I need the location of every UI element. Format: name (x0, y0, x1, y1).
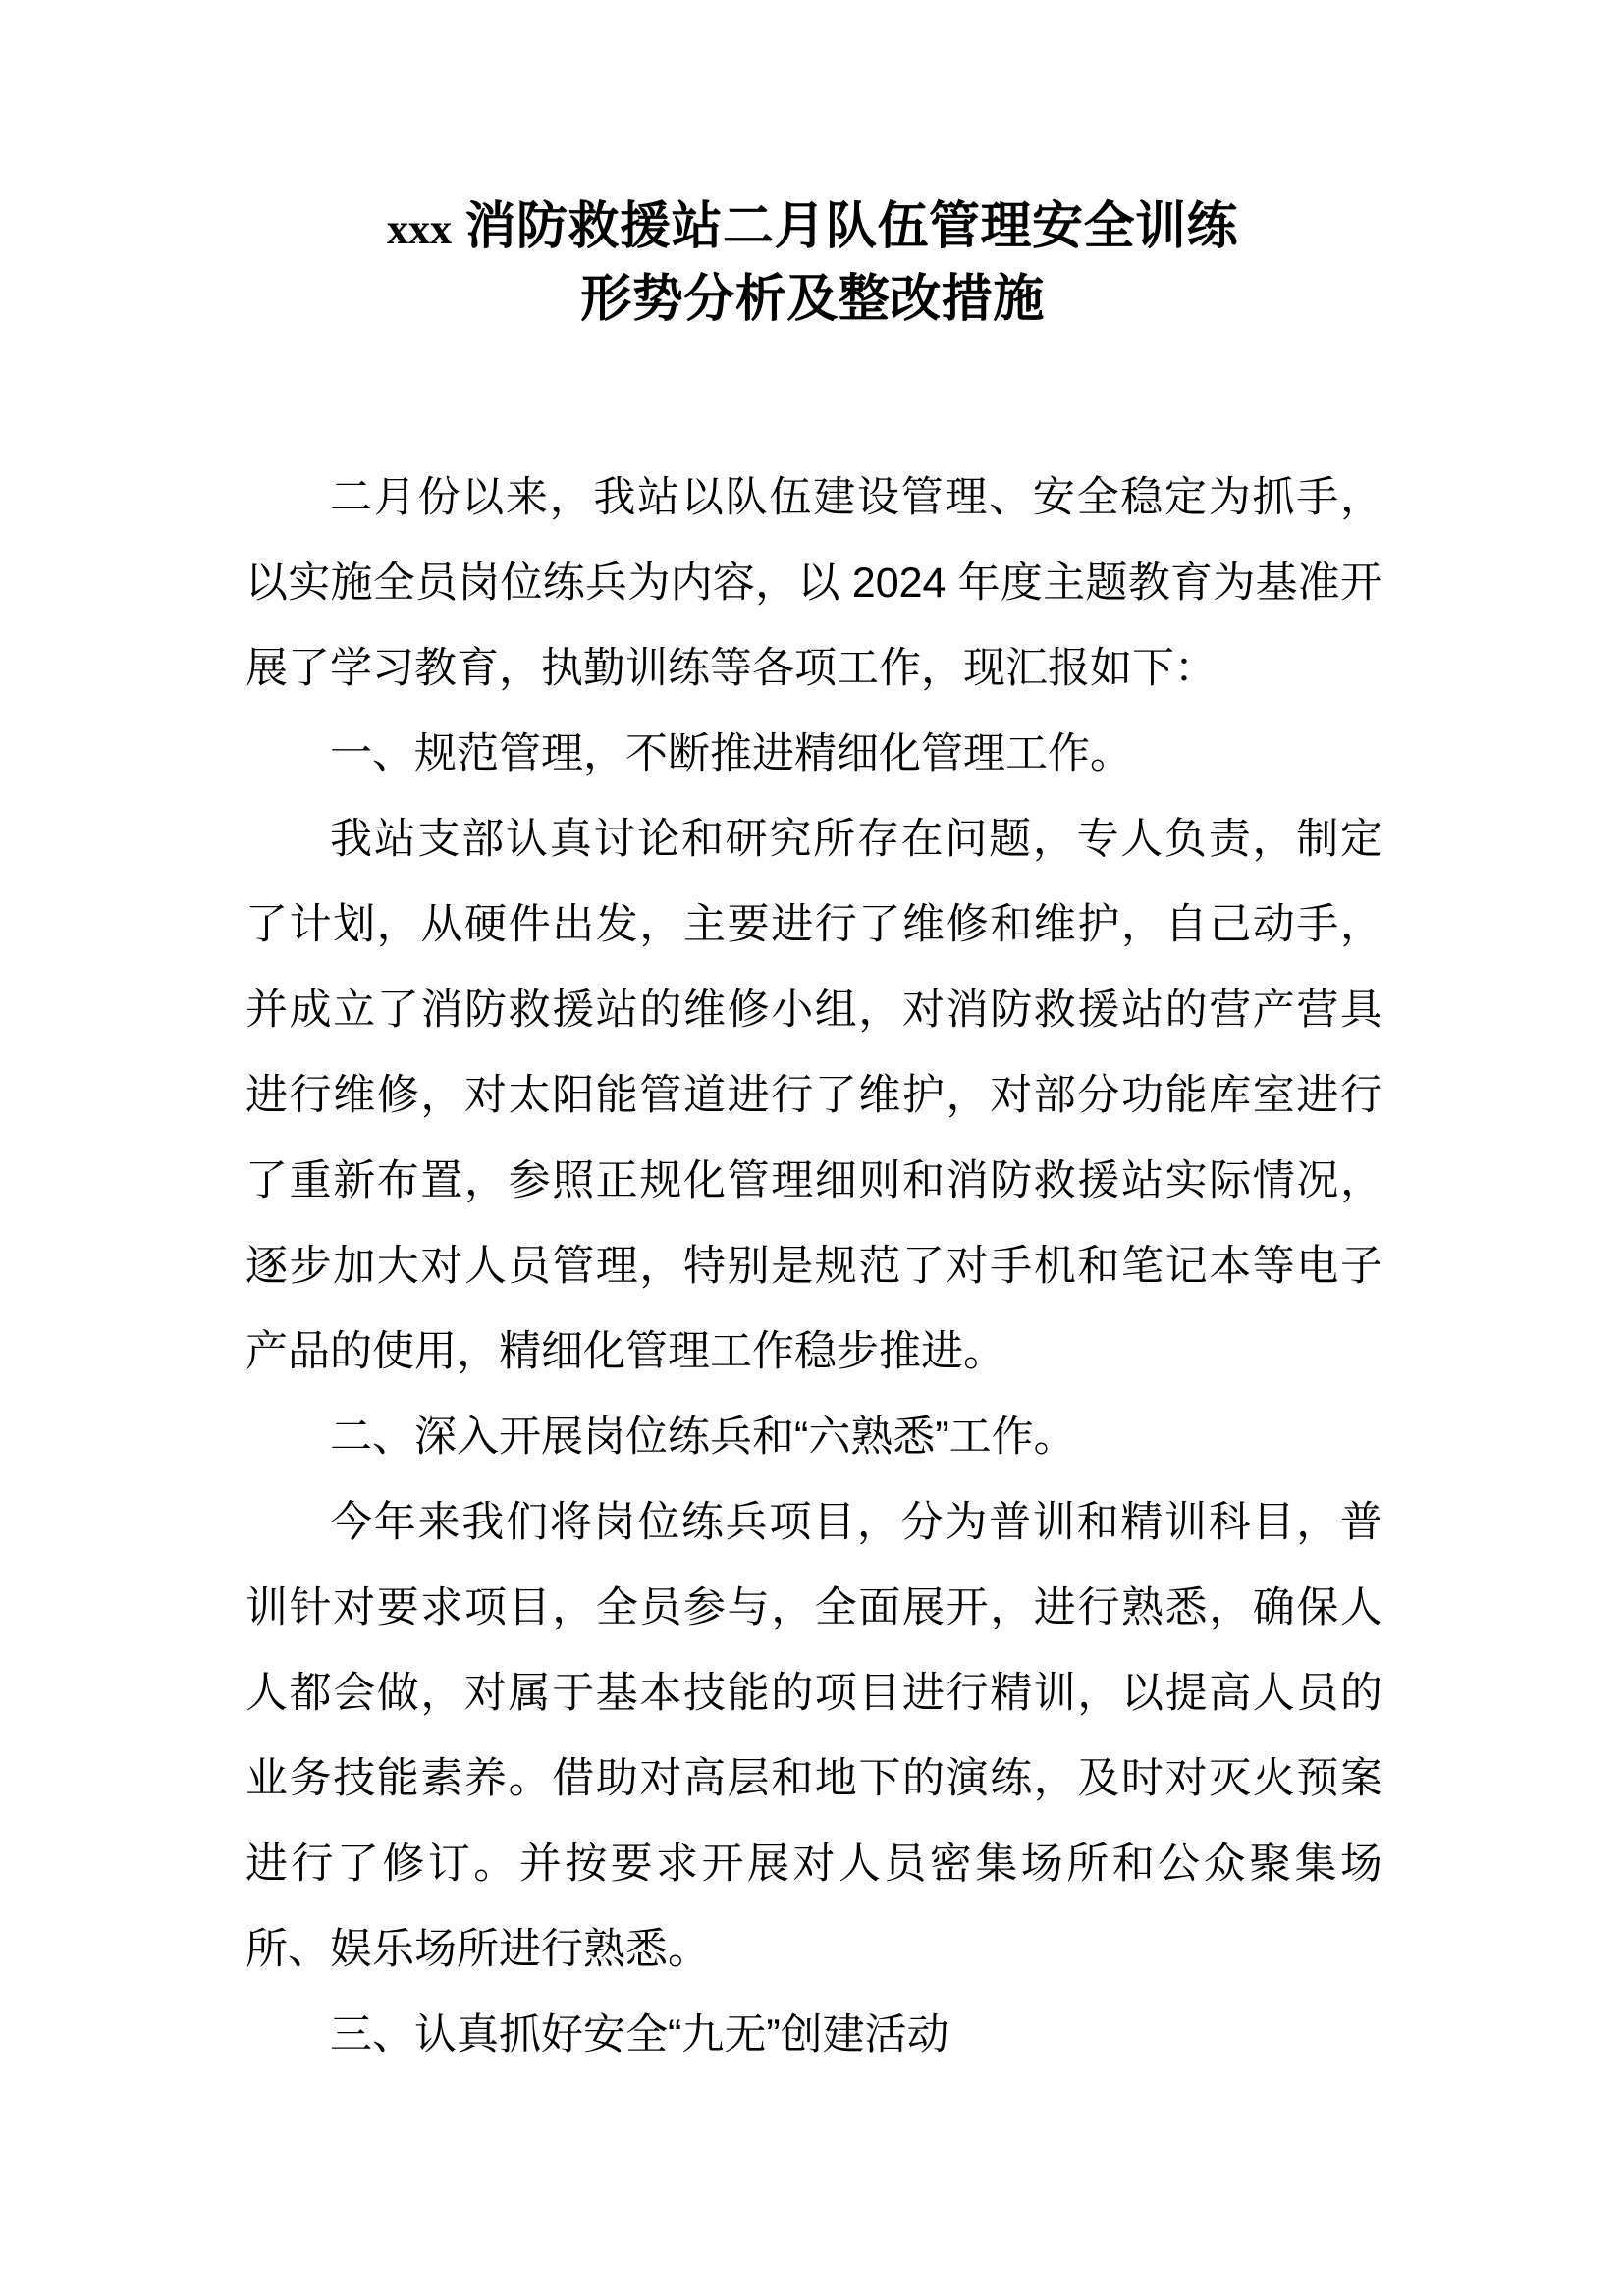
document-title-line-1 (245, 192, 1380, 265)
document-title-prefix: xxx (386, 205, 452, 253)
heading-section-2: 二、深入开展岗位练兵和“六熟悉”工作。 (330, 1414, 1076, 1461)
heading-section-3: 三、认真抓好安全“九无”创建活动 (330, 2011, 949, 2058)
document-title (245, 192, 1380, 336)
document-title-line-1-text: 消防救援站二月队伍管理安全训练 (451, 199, 1238, 255)
paragraph-section-1-body: 我站支部认真讨论和研究所存在问题，专人负责，制定了计划，从硬件出发，主要进行了维修和维护，自己动手，并成立了消防救援站的维修小组，对消防救援站的营产营具进行维修，对太阳能管道进行了维护，对部分功能库室进行了重新布置，参照正规化管理细则和消防救援站实际情况，逐步加大对人员管理，特别是规范了对手机和笔记本等电子产品的使用，精细化管理工作稳步推进。 (245, 816, 1382, 1375)
document-title-line-2: 形势分析及整改措施 (580, 272, 1045, 328)
document-body (245, 455, 1382, 2078)
paragraph-intro: 二月份以来，我站以队伍建设管理、安全稳定为抓手，以实施全员岗位练兵为内容，以 2024 年度主题教育为基准开展了学习教育，执勤训练等各项工作，现汇报如下： (245, 474, 1382, 692)
heading-section-1: 一、规范管理，不断推进精细化管理工作。 (330, 730, 1132, 777)
paragraph-section-2-body: 今年来我们将岗位练兵项目，分为普训和精训科目，普训针对要求项目，全员参与，全面展开，进行熟悉，确保人人都会做，对属于基本技能的项目进行精训，以提高人员的业务技能素养。借助对高层和地下的演练，及时对灭火预案进行了修订。并按要求开展对人员密集场所和公众聚集场所、娱乐场所进行熟悉。 (245, 1499, 1382, 1973)
